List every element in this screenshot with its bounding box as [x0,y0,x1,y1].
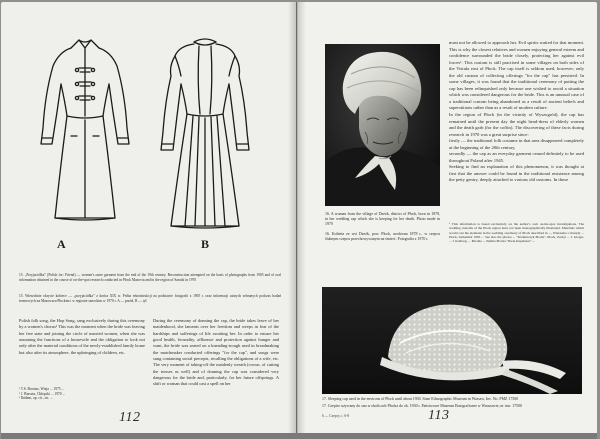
lace-cap-image [322,287,582,394]
photo-elderly-woman-in-wedding-cap [325,44,440,206]
page-number-right: 113 [428,408,450,423]
left-footnotes: ¹ T.S. Bronisz, Wizja ... 1975 ... ² J. Burszta, Chłopski ... 1970 ... ³ Ibidem, op. cit., str. ... [19,387,66,401]
photo1-caption-polish: 16. Kobieta ze wsi Dzeżk, pow. Płock, urodzona 1878 r., w czepcu ślubnym czepcu przechowywanym na śmierć. Fotografia z 1970 r. [325,232,440,241]
left-page [1,2,296,434]
woman-portrait-image [325,44,440,206]
page-number-left: 112 [119,410,141,425]
photo1-caption-english: 16. A woman from the village of Dzeżk, district of Płock, born in 1878, in her wedding cap which she is keeping for her death. Photo made in 1970 [325,212,440,226]
photo-lace-sleeping-cap [322,287,582,394]
photo2-caption-polish: 17. Czepiec używany do snu w okolicach Płocka do ok. 1930 r. Państwowe Muzeum Etnograficzne w Warszawie, nr inw. 17500 [322,404,522,408]
book-gutter-shadow [288,2,306,434]
left-column-text: Polish folk song, the Hop Song, sang exclusively during this ceremony by a women's chorus¹ This was the moment when the bride was leaving her free state and joining the circle of married women, when she was assuming the functions of a housewife and the obligation to look not only after the material conditions of the newly-established family home but also after its atmosphere, the upbringing of children, etc. [19,318,145,355]
figure-caption-polish: 15. Wierzchnie okrycie kobiece — „przyjaciółka” z końca XIX w. Próba rekonstrukcji na podstawie fotografii z 1905 r. oraz informacji ustnych zebranych podczas badań terenowych na Mazowszu Płockim i w regionie sanockim w 1970 r. A — przód, B — tył [19,294,281,303]
figure-letter-a: A [57,237,66,251]
photo2-caption-english: 17. Sleeping cap used in the environs of Płock until about 1930. State Ethnographic Museum in Warsaw, Inv. No. PMZ 17500 [322,397,519,401]
garment-back-drawing [161,39,249,228]
garment-drawings-illustration [19,32,287,262]
page-bottom-shadow [1,433,597,439]
garment-front-drawing [41,40,129,220]
figure-letter-b: B [201,237,210,251]
right-page-main-text: must not be allowed to approach her. Evil spirits waited for that moment. This is why the closest relatives and women enjoying general esteem and confidence surrounded the bride closely, protecting her against evil forces¹. This custom is still practised in some villages on both sides of the Vistula east of Płock. The cap itself is seldom used, however; only the old custom of collecting offerings "for the cap" has persisted. In some villages, it was found that the traditional ceremony of putting the cap has been relinquished only because one wished to avoid a situation which was considered dangerous for the bride. This is an unusual case of a traditional custom being abandoned as a result of ancient beliefs and superstitions rather than as a result of modern culture. In the region of Płock (in the vicinity of Wyszogród), the cap has remained until the present day the night head-dress of elderly women and the death garb (for the coffin). The discovering of these facts during research in 1970 was a great surprise since: firstly — the traditional folk costume in that area disappeared completely at the beginning of the 20th century, secondly — the cap as an everyday garment ceased definitely to be used throughout Poland after 1945. Seeking to find an explanation of this phenomenon, it was thought at first that the answer could be found in the traditional resistance among the petty gentry, deeply attached to various old customs. In those [449,40,584,183]
right-footnotes: ¹ This information is based exclusively on the author's own on-the-spot investigations. The wedding customs of the Płock region have not been monographically illustrated. Materials which would cast the elements in the wedding ceremony of Płock described in ..., Wierzenia i obrzędy ... Płock, Zamenhof 1965 ... See also the photos ... "Kramarczyk Płocki", Płock, Zeszyt ... J. Gloger, ... J. Kolbreg, ... Płockie ... Ziemia Płocka "Dwie Kapelusze" ... [449,222,584,244]
footer-signature: 6 — Czepcy, t. 6-8 [322,414,350,418]
figure-caption-english: 15. „Przyjaciółka” (Polish for: Friend) — women's outer garment from the end of the 19th century. Reconstruction attempted on the basis of photographs from 1905 and of oral information obtained in the course of on-the-spot research conducted in Płock Mazovia and in the region of Sanoki in 1970 [19,273,281,282]
right-column-text: During the ceremony of donning the cap, the bride takes leave of her maidenhood, she laments over her freedom and weeps in fear of the hardships and sufferings of life awaiting her. In order to ensure her good health, fecundity, affluence and protection against hunger and want, the bride was seated on a kneading-trough used in breadmaking the matchmaker conducted offerings "for the cap", and songs were sung containing social precepts, recalling the obligations of a wife, etc. The very moment of taking-off the maidenly wreath (crown, of cutting the tresses as well) and of donning the cap was considered very dangerous for the bride and, particularly, for her future offsprings. A shift or woman that could cast a spell on her [153,318,279,387]
